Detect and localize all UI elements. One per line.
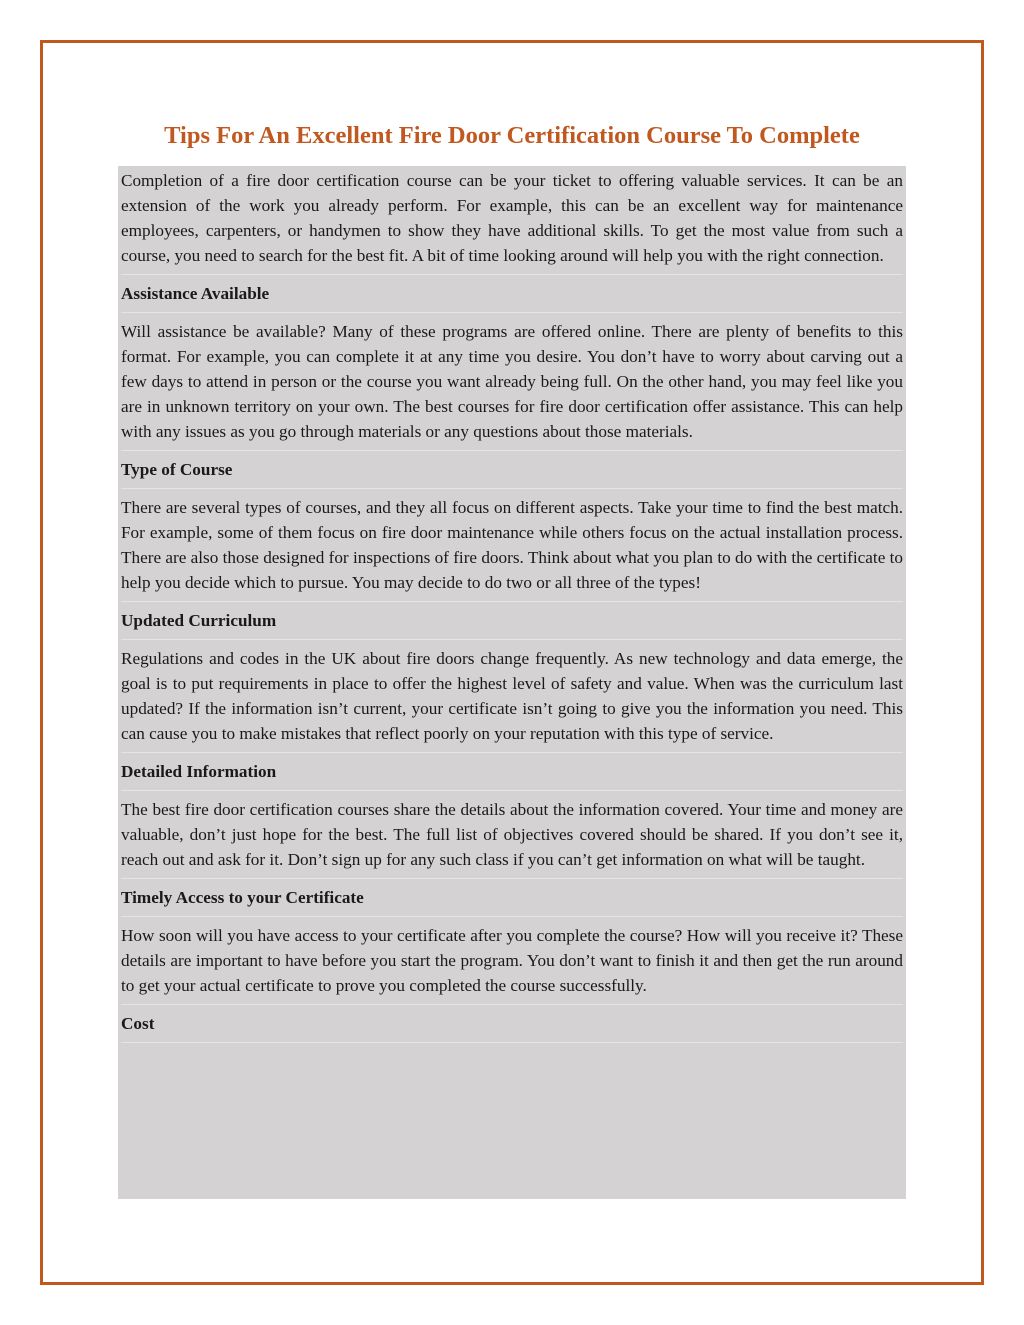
section-body-assistance: Will assistance be available? Many of these programs are offered online. There are plenty of benefits to this format. For example, you can complete it at any time you desire. You don’t have to worry about carving out a few days to attend in person or the course you want already being full. On the other hand, you may feel like you are in unknown territory on your own. The best courses for fire door certification offer assistance. This can help with any issues as you go through materials or any questions about those materials. — [121, 322, 903, 441]
section-body-detailed-information: The best fire door certification courses share the details about the information covered. Your time and money are valuable, don’t just hope for the best. The full list of objectives covered should be shared. If you don’t see it, reach out and ask for it. Don’t sign up for any such class if you can’t get information on what will be taught. — [121, 800, 903, 869]
section-heading-cost: Cost — [121, 1004, 903, 1043]
section-heading-type-of-course: Type of Course — [121, 450, 903, 489]
intro-paragraph: Completion of a fire door certification course can be your ticket to offering valuable services. It can be an extension of the work you already perform. For example, this can be an excellent way for maintenance employees, carpenters, or handymen to show they have additional skills. To get the most value from such a course, you need to search for the best fit. A bit of time looking around will help you with the right connection. — [121, 171, 903, 265]
section-body-type-of-course: There are several types of courses, and they all focus on different aspects. Take your time to find the best match. For example, some of them focus on fire door maintenance while others focus on the actual installation process. There are also those designed for inspections of fire doors. Think about what you plan to do with the certificate to help you decide which to pursue. You may decide to do two or all three of the types! — [121, 498, 903, 592]
section-heading-updated-curriculum: Updated Curriculum — [121, 601, 903, 640]
section-body-timely-access: How soon will you have access to your certificate after you complete the course? How will you receive it? These details are important to have before you start the program. You don’t want to finish it and then get the run around to get your actual certificate to prove you completed the course successfully. — [121, 926, 903, 995]
section-heading-assistance: Assistance Available — [121, 274, 903, 313]
section-heading-detailed-information: Detailed Information — [121, 752, 903, 791]
document-body — [118, 166, 906, 1199]
document-title: Tips For An Excellent Fire Door Certification Course To Complete — [164, 122, 860, 149]
section-body-updated-curriculum: Regulations and codes in the UK about fire doors change frequently. As new technology and data emerge, the goal is to put requirements in place to offer the highest level of safety and value. When was the curriculum last updated? If the information isn’t current, your certificate isn’t going to give you the information you need. This can cause you to make mistakes that reflect poorly on your reputation with this type of service. — [121, 649, 903, 743]
section-heading-timely-access: Timely Access to your Certificate — [121, 878, 903, 917]
